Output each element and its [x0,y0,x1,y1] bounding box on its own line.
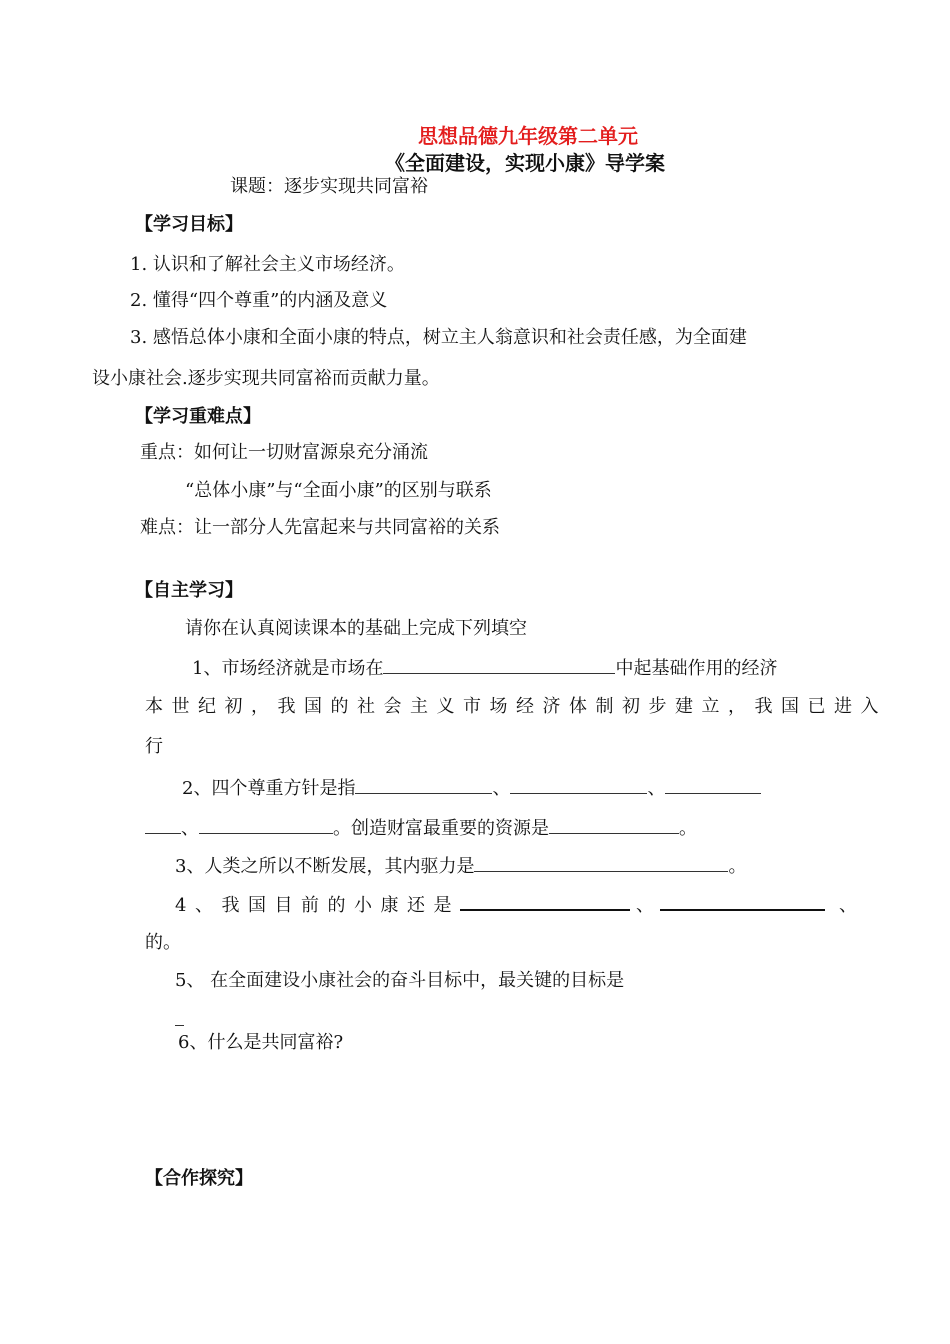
topic-line: 课题：逐步实现共同富裕 [230,176,428,197]
difficulty-point: 难点：让一部分人先富起来与共同富裕的关系 [140,517,500,538]
question-2-text-b: 。创造财富最重要的资源是 [333,818,549,839]
answer-blank-2b[interactable] [510,775,647,794]
question-2-line2 [145,815,697,841]
question-3-text: 3、人类之所以不断发展，其内驱力是 [175,856,475,877]
objective-2: 2. 懂得“四个尊重”的内涵及意义 [130,290,388,311]
answer-blank-2d[interactable] [199,815,333,834]
question-6: 6、什么是共同富裕? [178,1032,344,1053]
question-4-sep-2: 、 [838,895,857,916]
question-4-line2: 的。 [145,932,181,953]
question-5: 5、 在全面建设小康社会的奋斗目标中，最关键的目标是 [175,970,625,991]
answer-blank-3[interactable] [474,853,728,872]
keypoint-2: “总体小康”与“全面小康”的区别与联系 [185,480,492,501]
question-5-answer-line [175,1007,184,1033]
question-2-text-a: 2、四个尊重方针是指 [182,778,356,799]
question-2-end: 。 [679,818,697,839]
question-2-sep-1: 、 [492,778,511,799]
question-4-line1 [175,891,857,918]
selfstudy-intro: 请你在认真阅读课本的基础上完成下列填空 [185,618,527,639]
answer-blank-4b[interactable] [660,891,825,911]
answer-blank-2e[interactable] [549,815,679,834]
objective-3-line1: 3. 感悟总体小康和全面小康的特点，树立主人翁意识和社会责任感，为全面建 [130,327,747,348]
objective-1: 1. 认识和了解社会主义市场经济。 [130,254,405,275]
answer-blank-1a[interactable] [383,655,615,674]
keypoint-1: 重点：如何让一切财富源泉充分涌流 [140,442,428,463]
question-4-text: 4、我国目前的小康还是 [175,895,460,916]
question-1-line1 [192,655,777,681]
question-2-line1 [182,775,761,801]
question-1-line3: 行 [145,736,163,757]
cooperation-heading: 【合作探究】 [145,1168,253,1189]
objective-3-line2: 设小康社会.逐步实现共同富裕而贡献力量。 [92,368,440,389]
question-2-sep-3: 、 [181,818,199,839]
objectives-heading: 【学习目标】 [135,214,243,235]
answer-blank-5[interactable] [175,1007,184,1026]
question-3-end: 。 [728,856,747,877]
answer-blank-4a[interactable] [460,891,630,911]
question-1-line2: 本世纪初，我国的社会主义市场经济体制初步建立，我国已进入 [145,696,887,717]
answer-blank-2c-cont[interactable] [145,815,181,834]
question-3 [175,853,746,879]
doc-title: 思想品德九年级第二单元 [418,124,638,148]
selfstudy-heading: 【自主学习】 [135,580,243,601]
doc-subtitle: 《全面建设，实现小康》导学案 [385,151,665,175]
question-1-text-b: 中起基础作用的经济 [615,658,778,679]
question-2-sep-2: 、 [647,778,666,799]
question-4-sep-1: 、 [635,895,654,916]
answer-blank-2c[interactable] [665,775,761,794]
answer-blank-2a[interactable] [355,775,492,794]
keypoints-heading: 【学习重难点】 [135,406,261,427]
question-1-text-a: 1、市场经济就是市场在 [192,658,384,679]
